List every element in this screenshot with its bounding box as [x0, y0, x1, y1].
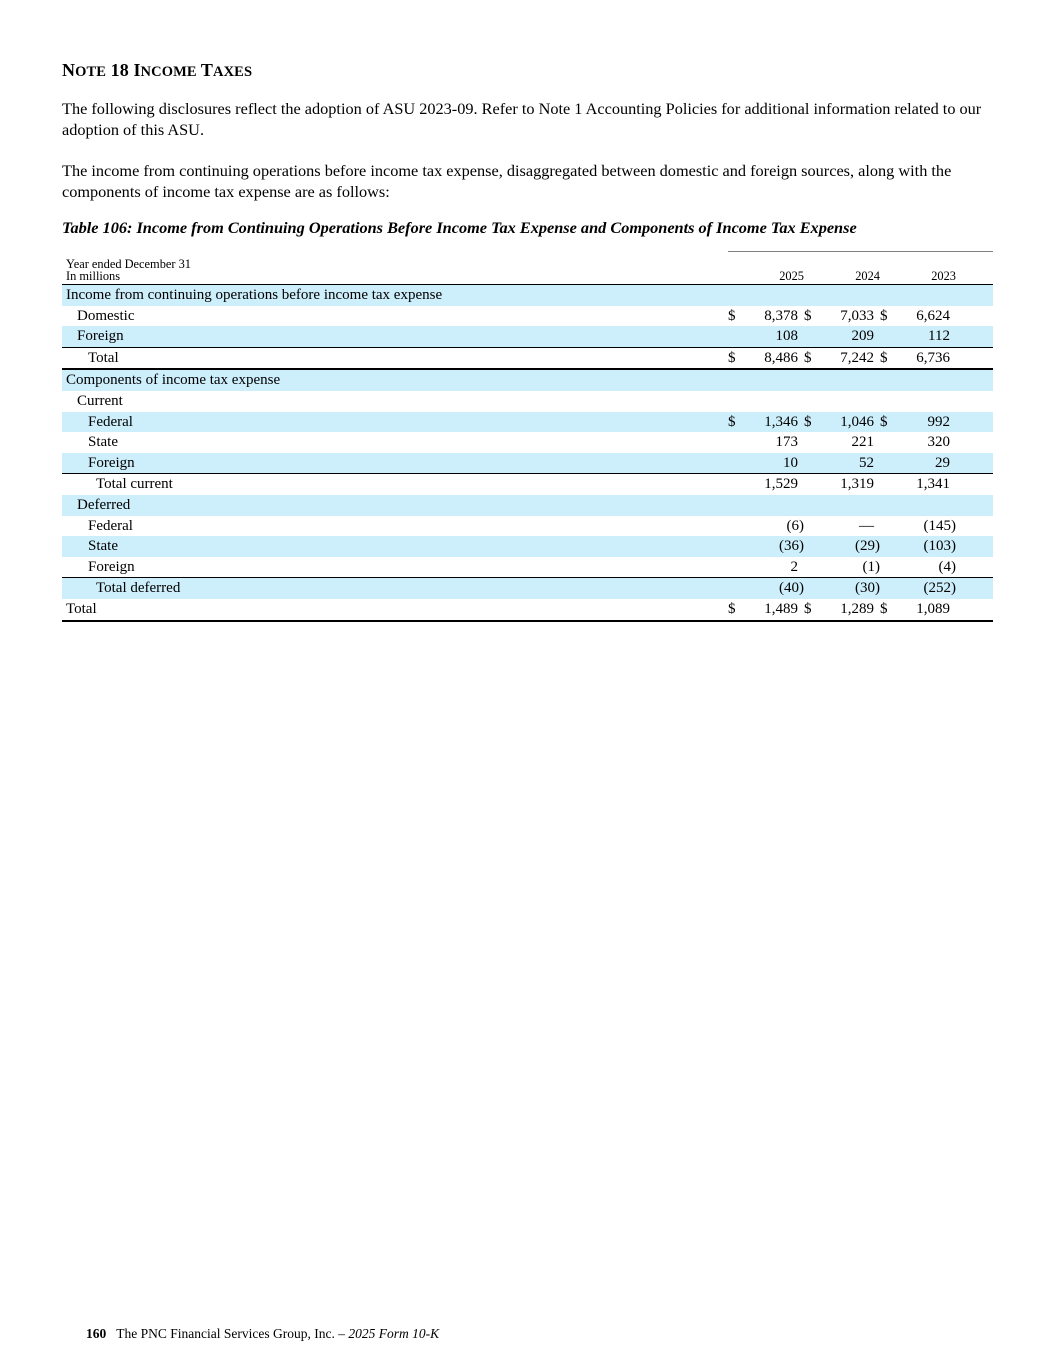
header-year: 2024: [818, 252, 880, 285]
cell-value: 1,089: [894, 599, 956, 621]
cell-value: 112: [894, 326, 956, 347]
row-label: State: [88, 434, 118, 451]
dollar-sign: $: [880, 599, 894, 621]
dollar-sign: [804, 474, 818, 495]
cell-value: 1,046: [818, 412, 880, 433]
table-row: [62, 391, 993, 412]
dollar-sign: $: [804, 347, 818, 369]
cell-value: 7,242: [818, 347, 880, 369]
dollar-sign: [804, 495, 818, 516]
cell-value: 6,736: [894, 347, 956, 369]
cell-value: [894, 285, 956, 306]
description-paragraph: The income from continuing operations before income tax expense, disaggregated between domestic and foreign sources, along with the components of income tax expense are as follows:: [62, 161, 952, 201]
cell-value: 992: [894, 412, 956, 433]
row-label: Income from continuing operations before income tax expense: [62, 285, 728, 306]
dollar-sign: [804, 453, 818, 474]
dollar-sign: $: [880, 347, 894, 369]
cell-value: (30): [818, 578, 880, 599]
row-label: Current: [77, 392, 123, 409]
dollar-sign: $: [728, 599, 742, 621]
trailing-cell: [956, 432, 993, 453]
cell-value: 8,378: [764, 307, 798, 324]
trailing-cell: [956, 391, 993, 412]
row-label: Foreign: [62, 326, 728, 347]
cell-value: [742, 285, 804, 306]
table-row: [62, 285, 993, 306]
dollar-sign: [804, 285, 818, 306]
table-caption: Table 106: Income from Continuing Operations Before Income Tax Expense and Components of Income Tax Expense: [62, 218, 857, 237]
intro-paragraph: The following disclosures reflect the adoption of ASU 2023-09. Refer to Note 1 Accounting Policies for additional information related to our adoption of this ASU.: [62, 99, 982, 139]
dollar-sign: [804, 432, 818, 453]
cell-value: 6,624: [916, 307, 950, 324]
cell-value: 320: [927, 434, 950, 451]
dollar-sign: [880, 495, 894, 516]
dollar-sign: $: [880, 412, 894, 433]
trailing-cell: [956, 516, 993, 537]
dollar-sign: [728, 369, 742, 391]
dollar-sign: [880, 453, 894, 474]
table-row: [62, 474, 993, 495]
table-row: [62, 412, 993, 433]
dollar-sign: [728, 391, 742, 412]
cell-value: 10: [742, 453, 804, 474]
trailing-cell: [956, 474, 993, 495]
cell-value: 1,319: [818, 474, 880, 495]
row-label: Federal: [88, 517, 133, 534]
table-row: [62, 495, 993, 516]
trailing-cell: [956, 495, 993, 516]
cell-value: 1,289: [818, 599, 880, 621]
cell-value: 209: [818, 326, 880, 347]
dollar-sign: $: [804, 412, 818, 433]
dollar-sign: [728, 474, 742, 495]
cell-value: (1): [862, 558, 880, 575]
income-tax-table: [62, 251, 993, 622]
dollar-sign: [880, 557, 894, 578]
cell-value: 52: [818, 453, 880, 474]
dollar-sign: [728, 453, 742, 474]
dollar-sign: [728, 495, 742, 516]
cell-value: [894, 391, 956, 412]
trailing-cell: [956, 306, 993, 327]
dollar-sign: $: [804, 307, 812, 324]
header-label: Year ended December 31 In millions: [66, 257, 192, 283]
dollar-sign: [880, 578, 894, 599]
row-label: Foreign: [62, 453, 728, 474]
row-label: Components of income tax expense: [62, 369, 728, 391]
trailing-cell: [956, 347, 993, 369]
cell-value: [894, 495, 956, 516]
dollar-sign: [728, 557, 742, 578]
cell-value: 29: [894, 453, 956, 474]
row-label: Total: [62, 347, 728, 369]
table-row: [62, 432, 993, 453]
dollar-sign: $: [880, 307, 888, 324]
table-header: [62, 252, 993, 285]
cell-value: 1,529: [742, 474, 804, 495]
table-row: [62, 369, 993, 391]
cell-value: (103): [894, 536, 956, 557]
row-label: Domestic: [77, 307, 135, 324]
table-row: [62, 347, 993, 369]
dollar-sign: $: [804, 599, 818, 621]
note-heading: NOTE 18 INCOME TAXES: [62, 60, 253, 80]
row-label: Deferred: [62, 495, 728, 516]
page-footer: [86, 1326, 439, 1342]
dollar-sign: [728, 326, 742, 347]
form-name: 2025 Form 10-K: [348, 1326, 440, 1341]
dollar-sign: [804, 557, 818, 578]
trailing-cell: [956, 326, 993, 347]
trailing-cell: [956, 369, 993, 391]
dollar-sign: [804, 536, 818, 557]
cell-value: (6): [786, 517, 804, 534]
cell-value: (4): [938, 558, 956, 575]
table-row: [62, 578, 993, 599]
cell-value: [818, 495, 880, 516]
header-year: 2025: [742, 252, 804, 285]
dollar-sign: [880, 432, 894, 453]
table-row: [62, 536, 993, 557]
trailing-cell: [956, 453, 993, 474]
dollar-sign: [804, 326, 818, 347]
dollar-sign: [880, 391, 894, 412]
dollar-sign: [728, 285, 742, 306]
row-label: Foreign: [88, 558, 135, 575]
cell-value: [742, 495, 804, 516]
cell-value: [818, 391, 880, 412]
table-row: [62, 599, 993, 621]
cell-value: (145): [923, 517, 956, 534]
dollar-sign: [804, 578, 818, 599]
trailing-cell: [956, 412, 993, 433]
row-label: Total deferred: [62, 578, 728, 599]
trailing-cell: [956, 599, 993, 621]
dollar-sign: [804, 516, 818, 537]
row-label: Total current: [62, 474, 728, 495]
cell-value: (36): [742, 536, 804, 557]
cell-value: [742, 391, 804, 412]
cell-value: [742, 369, 804, 391]
trailing-cell: [956, 536, 993, 557]
cell-value: (40): [742, 578, 804, 599]
table-row: [62, 557, 993, 578]
dollar-sign: [804, 369, 818, 391]
dollar-sign: [728, 432, 742, 453]
dollar-sign: [880, 516, 894, 537]
cell-value: 1,489: [742, 599, 804, 621]
row-label: State: [62, 536, 728, 557]
cell-value: [894, 369, 956, 391]
dollar-sign: [880, 369, 894, 391]
dollar-sign: $: [728, 347, 742, 369]
dollar-sign: [728, 536, 742, 557]
dollar-sign: [728, 578, 742, 599]
cell-value: 173: [775, 434, 798, 451]
dollar-sign: [728, 516, 742, 537]
row-label: Total: [62, 599, 728, 621]
dollar-sign: [880, 474, 894, 495]
table-row: [62, 453, 993, 474]
cell-value: 2: [790, 558, 798, 575]
trailing-cell: [956, 578, 993, 599]
row-label: Federal: [62, 412, 728, 433]
dollar-sign: $: [728, 307, 736, 324]
dollar-sign: $: [728, 412, 742, 433]
cell-value: 221: [851, 434, 874, 451]
header-year: 2023: [894, 252, 956, 285]
cell-value: [818, 285, 880, 306]
dollar-sign: [880, 326, 894, 347]
cell-value: 108: [742, 326, 804, 347]
cell-value: (252): [894, 578, 956, 599]
table-row: [62, 306, 993, 327]
dollar-sign: [804, 391, 818, 412]
cell-value: —: [859, 517, 874, 534]
trailing-cell: [956, 557, 993, 578]
dollar-sign: [880, 536, 894, 557]
company-name: The PNC Financial Services Group, Inc. –: [116, 1326, 349, 1341]
table-row: [62, 326, 993, 347]
cell-value: 1,346: [742, 412, 804, 433]
dollar-sign: [880, 285, 894, 306]
page-number: 160: [86, 1326, 107, 1341]
cell-value: 7,033: [840, 307, 874, 324]
cell-value: [818, 369, 880, 391]
cell-value: 1,341: [894, 474, 956, 495]
cell-value: 8,486: [742, 347, 804, 369]
table-row: [62, 516, 993, 537]
trailing-cell: [956, 285, 993, 306]
cell-value: (29): [818, 536, 880, 557]
